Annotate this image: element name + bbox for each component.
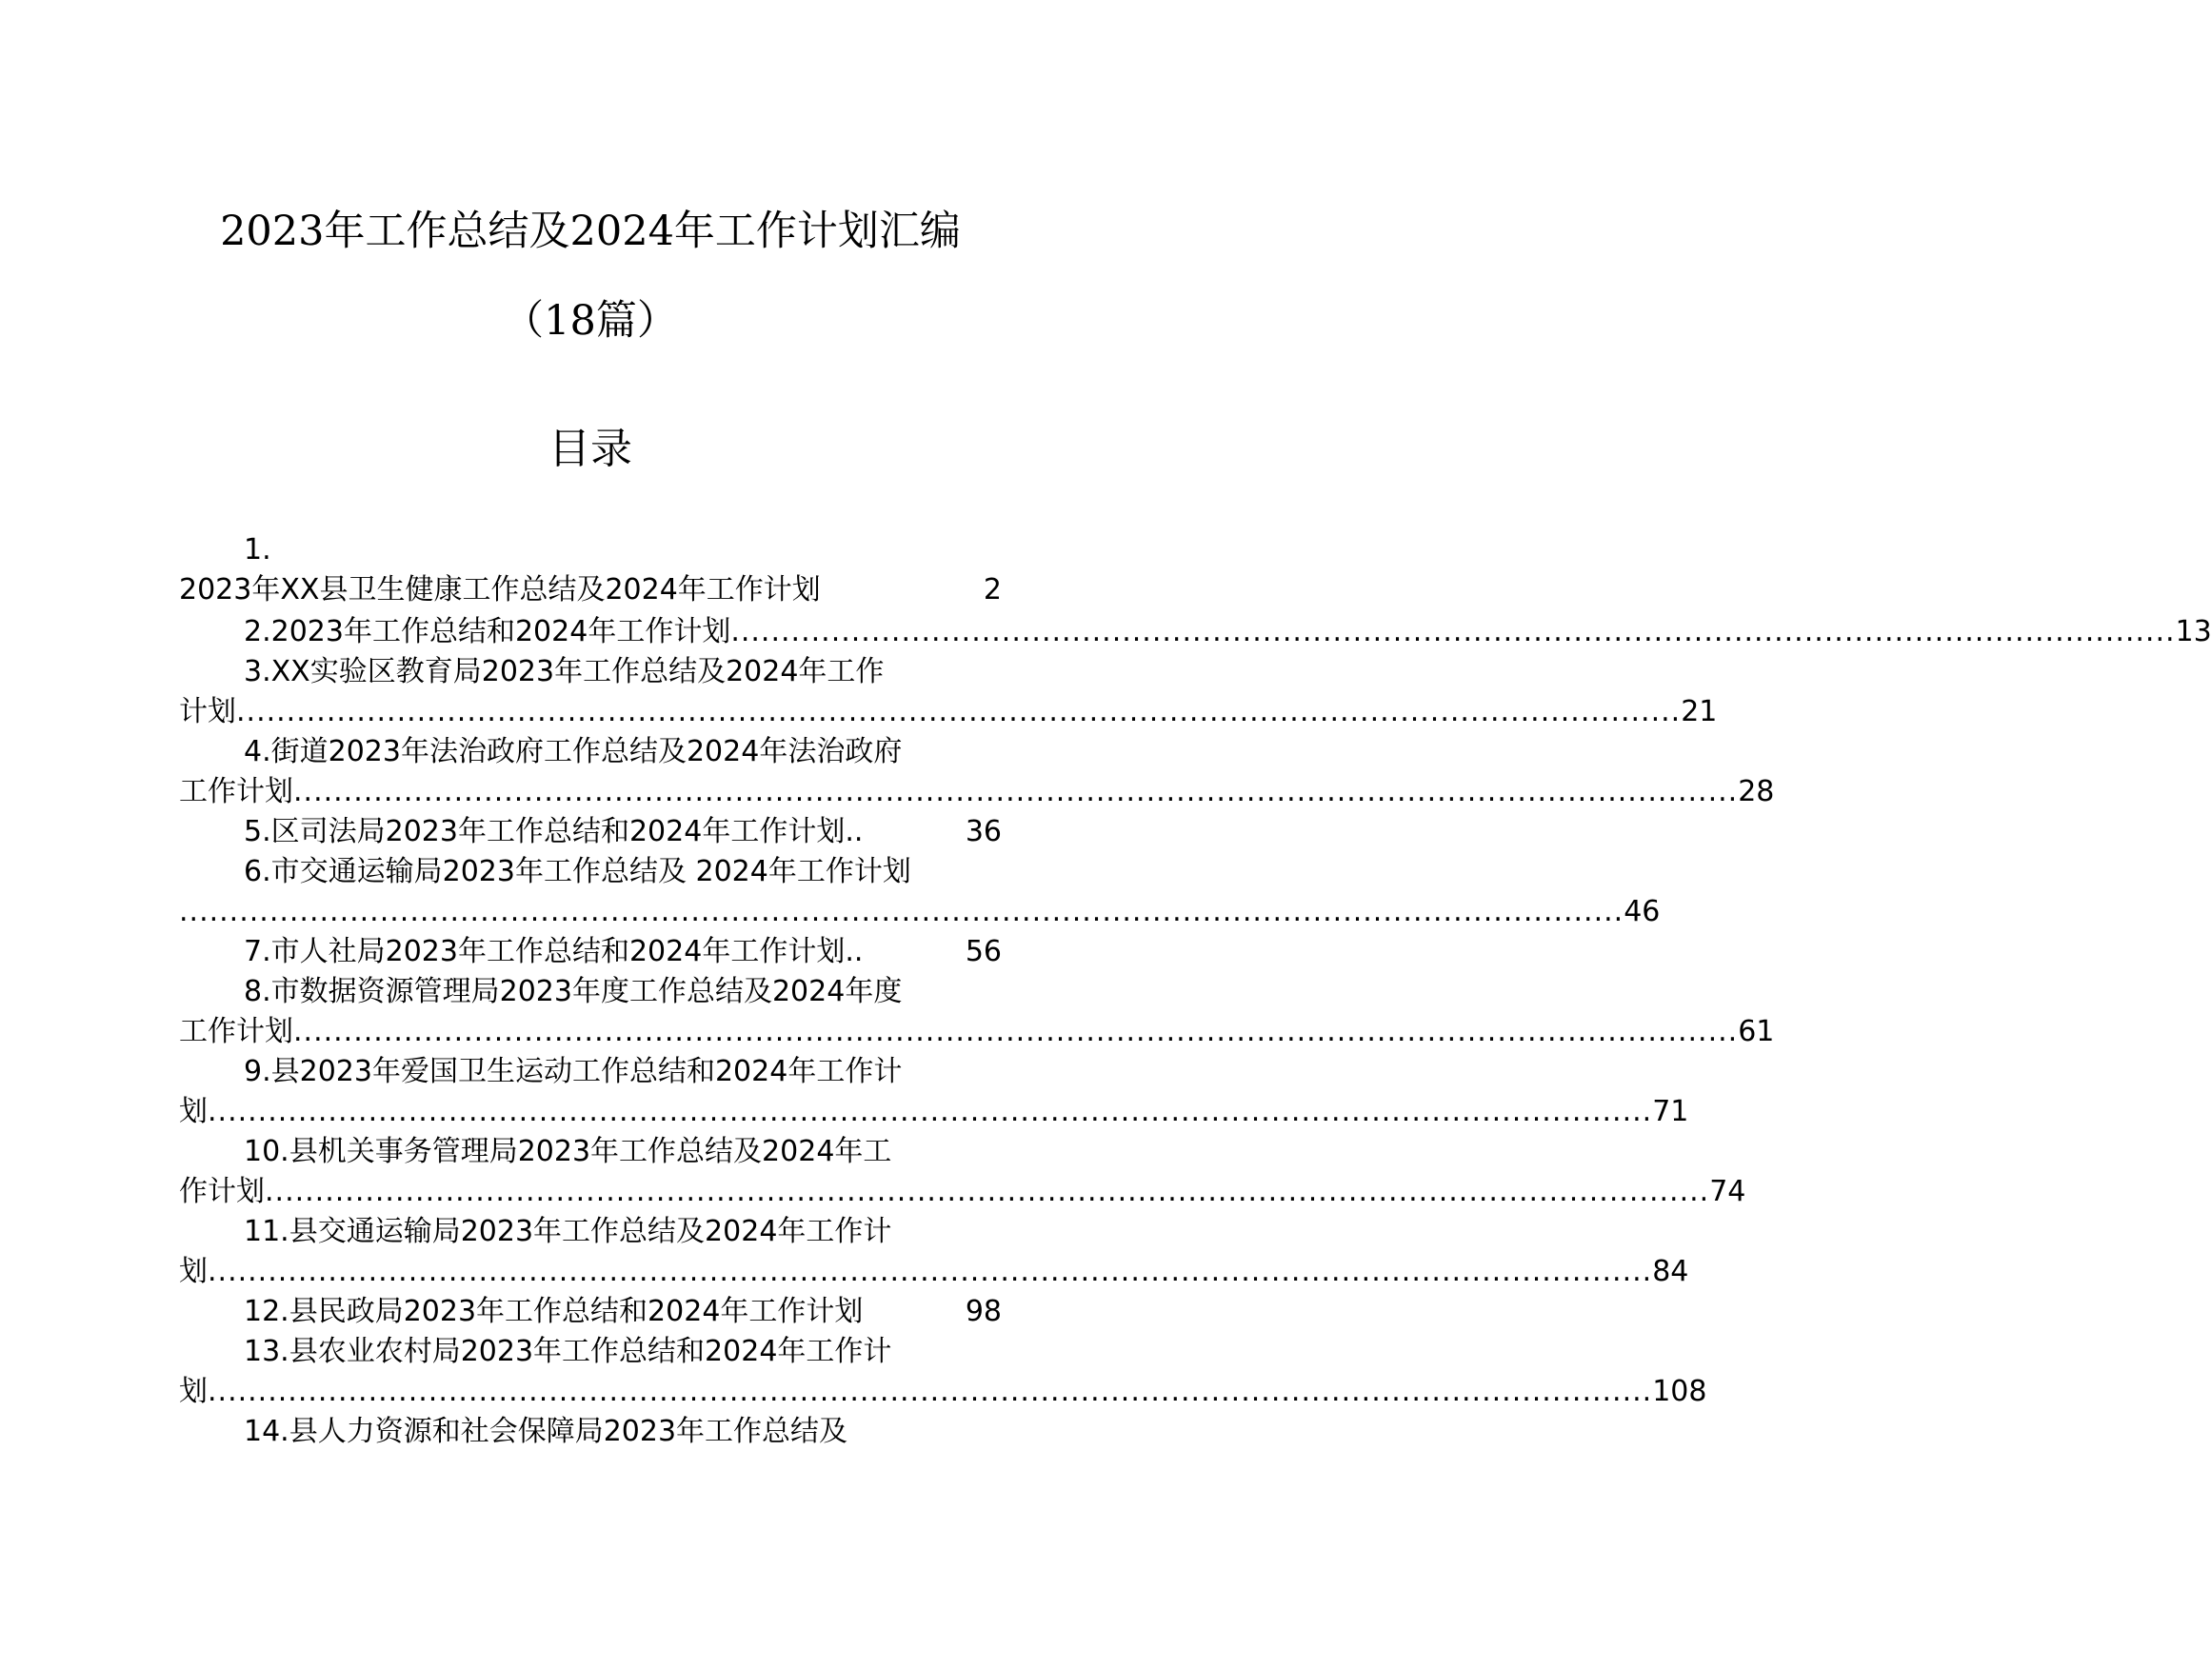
toc-entry-1[interactable] — [179, 571, 1002, 609]
document-title: 2023年工作总结及2024年工作计划汇编 — [220, 208, 961, 255]
toc-entry-13-title-line-1[interactable]: 13.县农业农村局2023年工作总结和2024年工作计 — [244, 1335, 892, 1368]
toc-entry-9-title-line-2: 划 — [179, 1095, 208, 1128]
toc-entry-6[interactable] — [179, 893, 1661, 931]
toc-entry-5-page: 36 — [965, 815, 1002, 848]
toc-entry-5[interactable] — [179, 813, 1002, 851]
toc-entry-6-title[interactable]: 6.市交通运输局2023年工作总结及 2024年工作计划 — [244, 855, 911, 888]
toc-entry-13-leader: ................................................................................................................................................ — [208, 1375, 1653, 1408]
toc-entry-11-leader: ................................................................................................................................................ — [208, 1255, 1653, 1288]
toc-entry-6-leader: ................................................................................................................................................ — [179, 895, 1624, 928]
toc-heading: 目录 — [548, 425, 632, 473]
toc-entry-7-title: 7.市人社局2023年工作总结和2024年工作计划.. — [244, 935, 864, 968]
toc-entry-14-title-line-1[interactable]: 14.县人力资源和社会保障局2023年工作总结及 — [244, 1415, 848, 1448]
document-subtitle: （18篇） — [503, 297, 678, 345]
toc-entry-8-title-line-2: 工作计划 — [179, 1015, 293, 1048]
toc-entry-12-page: 98 — [965, 1295, 1002, 1328]
toc-entry-13-title-line-2: 划 — [179, 1375, 208, 1408]
toc-entry-1-page: 2 — [983, 573, 1002, 606]
toc-entry-4-title-line-2: 工作计划 — [179, 775, 293, 808]
toc-entry-8-leader: ................................................................................................................................................ — [293, 1015, 1739, 1048]
toc-entry-3-title-line-1[interactable]: 3.XX实验区教育局2023年工作总结及2024年工作 — [244, 655, 885, 688]
toc-entry-10[interactable] — [179, 1173, 1746, 1211]
toc-entry-11[interactable] — [179, 1253, 1689, 1291]
toc-entry-11-page: 84 — [1652, 1255, 1689, 1288]
toc-entry-3-page: 21 — [1681, 695, 1718, 728]
toc-entry-8[interactable] — [179, 1013, 1775, 1051]
toc-entry-9[interactable] — [179, 1093, 1689, 1131]
toc-entry-8-title-line-1[interactable]: 8.市数据资源管理局2023年度工作总结及2024年度 — [244, 975, 903, 1008]
toc-entry-2-page: 13 — [2175, 615, 2212, 648]
toc-entry-10-page: 74 — [1709, 1175, 1746, 1208]
toc-entry-10-title-line-2: 作计划 — [179, 1175, 265, 1208]
toc-entry-3[interactable] — [179, 693, 1718, 731]
toc-entry-12-title: 12.县民政局2023年工作总结和2024年工作计划 — [244, 1295, 864, 1328]
toc-entry-5-title: 5.区司法局2023年工作总结和2024年工作计划.. — [244, 815, 864, 848]
toc-entry-2-leader: ................................................................................................................................................ — [730, 615, 2176, 648]
toc-entry-9-title-line-1[interactable]: 9.县2023年爱国卫生运动工作总结和2024年工作计 — [244, 1055, 903, 1088]
toc-entry-9-page: 71 — [1652, 1095, 1689, 1128]
toc-entry-7-page: 56 — [965, 935, 1002, 968]
toc-entry-4[interactable] — [179, 773, 1775, 811]
toc-entry-9-leader: ................................................................................................................................................ — [208, 1095, 1653, 1128]
toc-entry-1-title: 2023年XX县卫生健康工作总结及2024年工作计划 — [179, 573, 821, 606]
toc-entry-4-page: 28 — [1738, 775, 1775, 808]
toc-entry-1-number[interactable]: 1. — [244, 533, 271, 567]
toc-entry-6-page: 46 — [1624, 895, 1661, 928]
toc-entry-2[interactable] — [179, 613, 2212, 651]
toc-entry-13-page: 108 — [1652, 1375, 1707, 1408]
toc-entry-4-title-line-1[interactable]: 4.街道2023年法治政府工作总结及2024年法治政府 — [244, 735, 903, 768]
toc-entry-8-page: 61 — [1738, 1015, 1775, 1048]
toc-entry-2-title: 2.2023年工作总结和2024年工作计划 — [244, 615, 731, 648]
toc-entry-11-title-line-1[interactable]: 11.县交通运输局2023年工作总结及2024年工作计 — [244, 1215, 892, 1248]
toc-entry-4-leader: ................................................................................................................................................ — [293, 775, 1739, 808]
toc-entry-11-title-line-2: 划 — [179, 1255, 208, 1288]
toc-entry-10-leader: ................................................................................................................................................ — [265, 1175, 1710, 1208]
toc-entry-10-title-line-1[interactable]: 10.县机关事务管理局2023年工作总结及2024年工 — [244, 1135, 892, 1168]
toc-entry-12[interactable] — [179, 1293, 1002, 1331]
toc-entry-3-leader: ................................................................................................................................................ — [236, 695, 1682, 728]
toc-entry-7[interactable] — [179, 933, 1002, 971]
toc-entry-13[interactable] — [179, 1373, 1707, 1411]
toc-entry-3-title-line-2: 计划 — [179, 695, 236, 728]
